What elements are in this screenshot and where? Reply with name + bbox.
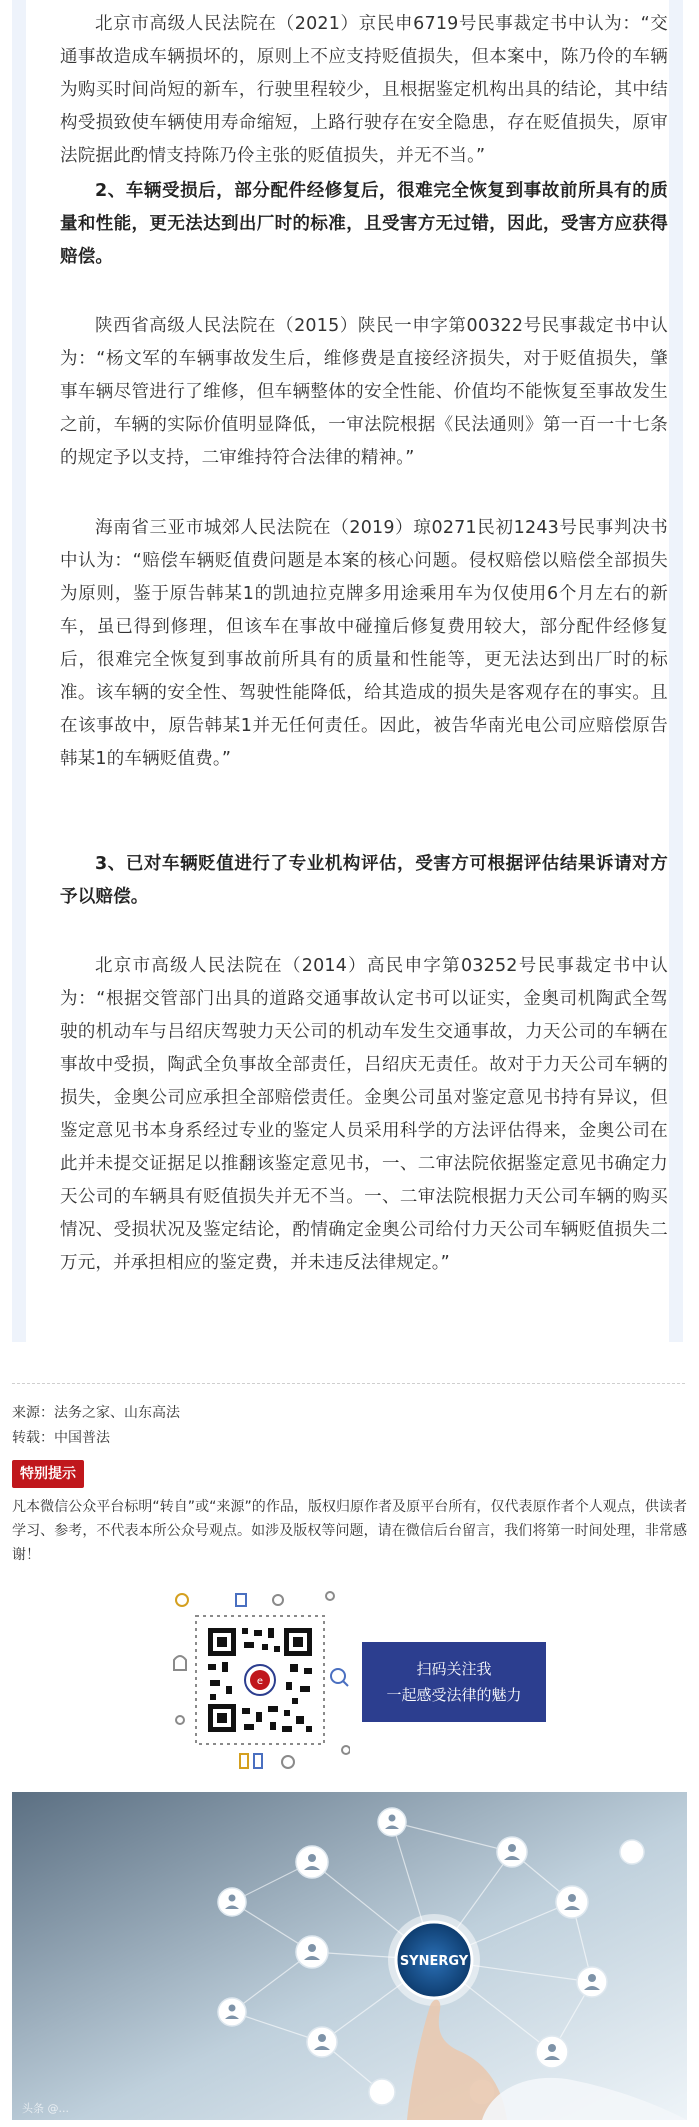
synergy-label: SYNERGY: [399, 1954, 469, 1969]
paragraph-hainan-2019: 海南省三亚市城郊人民法院在（2019）琼0271民初1243号民事判决书中认为：“赔偿车辆贬值费问题是本案的核心问题。侵权赔偿以赔偿全部损失为原则，鉴于原告韩某1的凯迪拉克牌多用途乘用车为仅使用6个月左右的新车，虽已得到修理，但该车在事故中碰撞后修复费用较大，部分配件经修复后，很难完全恢复到事故前所具有的质量和性能等，更无法达到出厂时的标准。该车辆的安全性、驾驶性能降低，给其造成的损失是客观存在的事实。且在该事故中，原告韩某1并无任何责任。因此，被告华南光电公司应赔偿原告韩某1的车辆贬值费。”: [60, 518, 668, 769]
paragraph-beijing-2021: 北京市高级人民法院在（2021）京民申6719号民事裁定书中认为：“交通事故造成车辆损坏的，原则上不应支持贬值损失，但本案中，陈乃伶的车辆为购买时间尚短的新车，行驶里程较少，且根据鉴定机构出具的结论，其中结构受损致使车辆使用寿命缩短，上路行驶存在安全隐患，存在贬值损失，原审法院据此酌情支持陈乃伶主张的贬值损失，并无不当。”: [60, 14, 668, 166]
paragraph-beijing-2014: 北京市高级人民法院在（2014）高民申字第03252号民事裁定书中认为：“根据交管部门出具的道路交通事故认定书可以证实，金奥司机陶武全驾驶的机动车与吕绍庆驾驶力天公司的机动车发生交通事故，力天公司的车辆在事故中受损，陶武全负事故全部责任，吕绍庆无责任。故对于力天公司车辆的损失，金奥公司应承担全部赔偿责任。金奥公司虽对鉴定意见书持有异议，但鉴定意见书本身系经过专业的鉴定人员采用科学的方法评估得来，金奥公司在此并未提交证据足以推翻该鉴定意见书，一、二审法院依据鉴定意见书确定力天公司的车辆具有贬值损失并无不当。一、二审法院根据力天公司车辆的购买情况、受损状况及鉴定结论，酌情确定金奥公司给付力天公司车辆贬值损失二万元，并承担相应的鉴定费，并未违反法律规定。”: [60, 956, 668, 1273]
follow-line-2: 一起感受法律的魅力: [386, 1686, 522, 1704]
follow-line-1: 扫码关注我: [416, 1660, 492, 1678]
qr-code-icon: [170, 1590, 350, 1770]
notice-badge: 特别提示: [12, 1460, 84, 1488]
paragraph-shaanxi-2015: 陕西省高级人民法院在（2015）陕民一申字第00322号民事裁定书中认为：“杨文军的车辆事故发生后，维修费是直接经济损失，对于贬值损失，肇事车辆尽管进行了维修，但车辆整体的安全性能、价值均不能恢复至事故发生之前，车辆的实际价值明显降低，一审法院根据《民法通则》第一百一十七条的规定予以支持，二审维持符合法律的精神。”: [60, 316, 668, 468]
synergy-network-illustration: [12, 1792, 687, 2120]
heading-point-2: 2、车辆受损后，部分配件经修复后，很难完全恢复到事故前所具有的质量和性能，更无法达到出厂时的标准，且受害方无过错，因此，受害方应获得赔偿。: [60, 181, 668, 267]
follow-box: [362, 1642, 546, 1722]
heading-point-3: 3、已对车辆贬值进行了专业机构评估，受害方可根据评估结果诉请对方予以赔偿。: [60, 854, 668, 907]
repost-line: 转载：中国普法: [12, 1430, 110, 1446]
source-line: 来源：法务之家、山东高法: [12, 1405, 180, 1421]
synergy-banner-image: [12, 1792, 687, 2120]
footer-divider: [12, 1383, 685, 1384]
banner-watermark: 头条 @...: [22, 2102, 69, 2115]
svg-text:e: e: [256, 1676, 264, 1687]
disclaimer-text: 凡本微信公众平台标明“转自”或“来源”的作品，版权归原作者及原平台所有，仅代表原作者个人观点，供读者学习、参考，不代表本所公众号观点。如涉及版权等问题，请在微信后台留言，我们将第一时间处理，非常感谢！: [12, 1499, 687, 1563]
qr-code-area[interactable]: [170, 1590, 350, 1770]
